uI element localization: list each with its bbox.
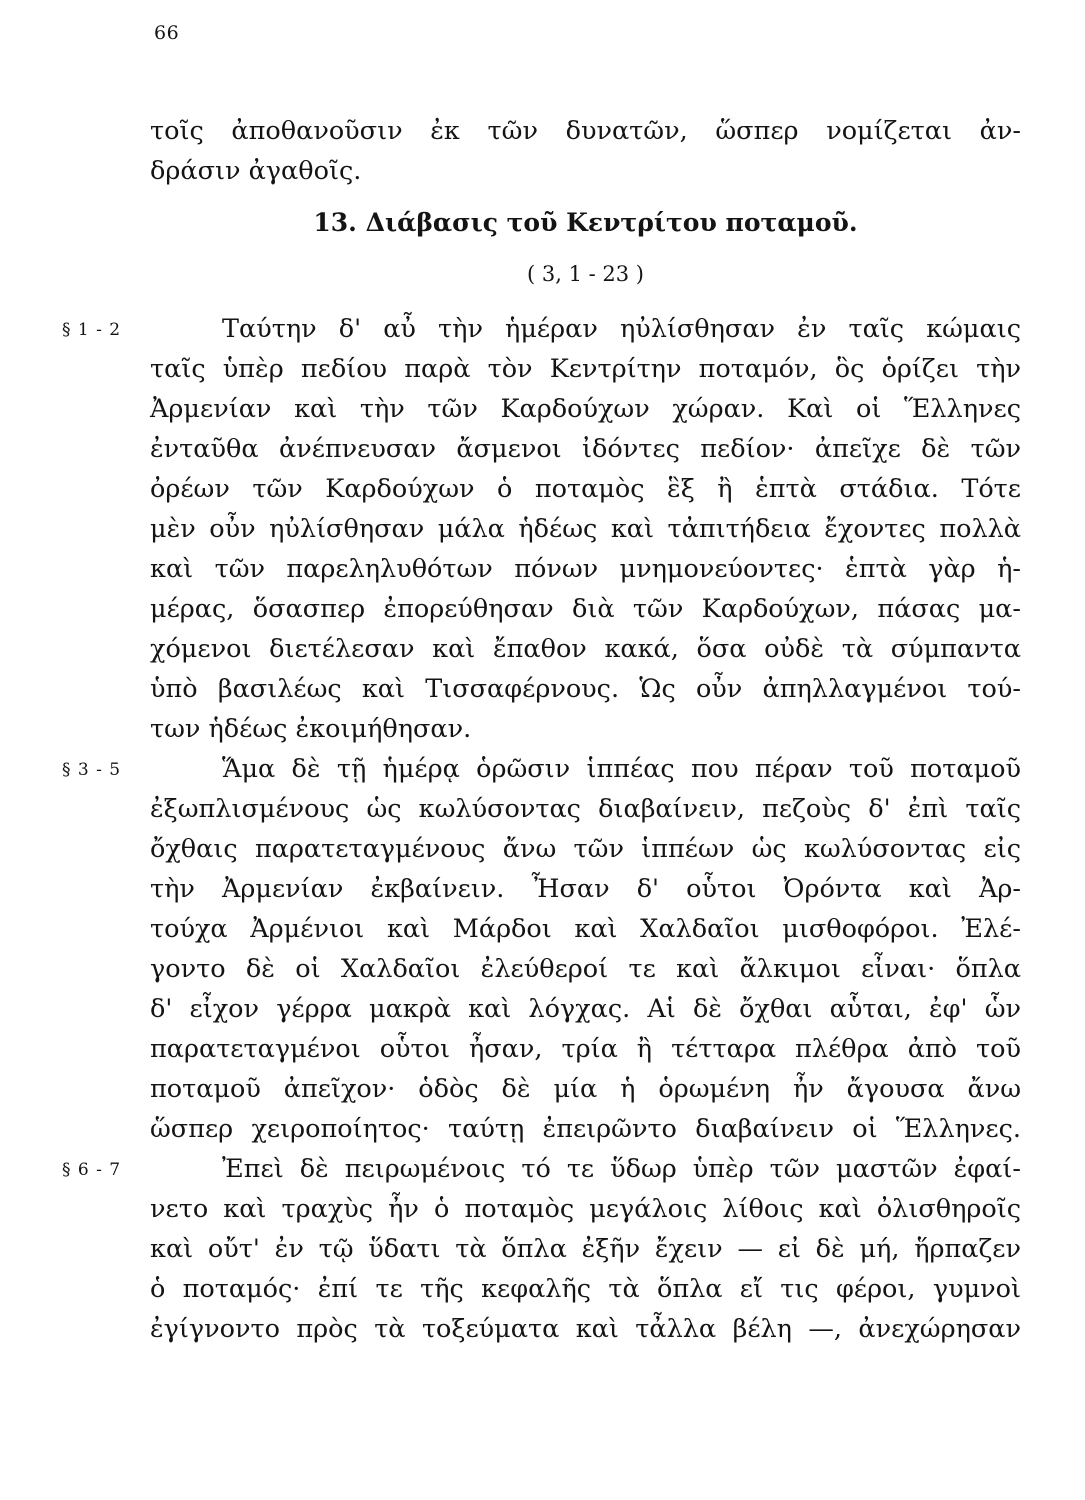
- page-number: 66: [154, 22, 180, 44]
- text-line-8: μὲν οὖν ηὐλίσθησαν μάλα ἡδέως καὶ τἀπιτήδεια ἔχοντες πολλὰ: [150, 514, 1021, 544]
- section-mark-6-7: § 6 - 7: [62, 1160, 122, 1180]
- text-line-11: χόμενοι διετέλεσαν καὶ ἔπαθον κακά, ὅσα οὐδὲ τὰ σύμπαντα: [150, 634, 1021, 664]
- text-line-20: δ' εἶχον γέρρα μακρὰ καὶ λόγχας. Αἱ δὲ ὄχθαι αὗται, ἐφ' ὧν: [150, 994, 1021, 1024]
- text-line-17: τὴν Ἀρμενίαν ἐκβαίνειν. Ἦσαν δ' οὗτοι Ὀρόντα καὶ Ἀρ-: [150, 874, 1021, 904]
- text-line-23: ὥσπερ χειροποίητος· ταύτῃ ἐπειρῶντο διαβαίνειν οἱ Ἕλληνες.: [150, 1114, 1021, 1144]
- text-line-27: ὁ ποταμός· ἐπί τε τῆς κεφαλῆς τὰ ὅπλα εἴ τις φέροι, γυμνοὶ: [150, 1274, 1021, 1304]
- text-line-3: Ταύτην δ' αὖ τὴν ἡμέραν ηὐλίσθησαν ἐν ταῖς κώμαις: [222, 314, 1021, 344]
- text-line-15: ἐξωπλισμένους ὡς κωλύσοντας διαβαίνειν, πεζοὺς δ' ἐπὶ ταῖς: [150, 794, 1021, 824]
- text-line-9: καὶ τῶν παρεληλυθότων πόνων μνημονεύοντες· ἑπτὰ γὰρ ἡ-: [150, 554, 1021, 584]
- text-line-16: ὄχθαις παρατεταγμένους ἄνω τῶν ἱππέων ὡς κωλύσοντας εἰς: [150, 834, 1021, 864]
- text-line-22: ποταμοῦ ἀπεῖχον· ὁδὸς δὲ μία ἡ ὁρωμένη ἦν ἄγουσα ἄνω: [150, 1074, 1021, 1104]
- text-line-18: τούχα Ἀρμένιοι καὶ Μάρδοι καὶ Χαλδαῖοι μισθοφόροι. Ἐλέ-: [150, 914, 1021, 944]
- text-line-21: παρατεταγμένοι οὗτοι ἦσαν, τρία ἢ τέτταρα πλέθρα ἀπὸ τοῦ: [150, 1034, 1021, 1064]
- section-mark-3-5: § 3 - 5: [62, 760, 122, 780]
- chapter-heading: 13. Διάβασις τοῦ Κεντρίτου ποταμοῦ.: [313, 208, 858, 237]
- text-line-28: ἐγίγνοντο πρὸς τὰ τοξεύματα καὶ τἆλλα βέλη —, ἀνεχώρησαν: [150, 1314, 1021, 1344]
- text-line-19: γοντο δὲ οἱ Χαλδαῖοι ἐλεύθεροί τε καὶ ἄλκιμοι εἶναι· ὅπλα: [150, 954, 1021, 984]
- text-line-14: Ἅμα δὲ τῇ ἡμέρᾳ ὁρῶσιν ἱππέας που πέραν τοῦ ποταμοῦ: [222, 754, 1021, 784]
- text-line-26: καὶ οὔτ' ἐν τῷ ὕδατι τὰ ὅπλα ἐξῆν ἔχειν — εἰ δὲ μή, ἥρπαζεν: [150, 1234, 1021, 1264]
- text-line-2: δράσιν ἀγαθοῖς.: [150, 156, 362, 186]
- text-line-5: Ἀρμενίαν καὶ τὴν τῶν Καρδούχων χώραν. Καὶ οἱ Ἕλληνες: [150, 394, 1021, 424]
- chapter-reference: ( 3, 1 - 23 ): [527, 262, 644, 286]
- section-mark-1-2: § 1 - 2: [62, 320, 122, 340]
- text-line-25: νετο καὶ τραχὺς ἦν ὁ ποταμὸς μεγάλοις λίθοις καὶ ὀλισθηροῖς: [150, 1194, 1021, 1224]
- text-line-1: τοῖς ἀποθανοῦσιν ἐκ τῶν δυνατῶν, ὥσπερ νομίζεται ἀν-: [150, 116, 1021, 146]
- text-line-6: ἐνταῦθα ἀνέπνευσαν ἄσμενοι ἰδόντες πεδίον· ἀπεῖχε δὲ τῶν: [150, 434, 1021, 464]
- text-line-4: ταῖς ὑπὲρ πεδίου παρὰ τὸν Κεντρίτην ποταμόν, ὃς ὁρίζει τὴν: [150, 354, 1021, 384]
- text-line-7: ὀρέων τῶν Καρδούχων ὁ ποταμὸς ἓξ ἢ ἑπτὰ στάδια. Τότε: [150, 474, 1021, 504]
- text-line-10: μέρας, ὅσασπερ ἐπορεύθησαν διὰ τῶν Καρδούχων, πάσας μα-: [150, 594, 1021, 624]
- text-line-12: ὑπὸ βασιλέως καὶ Τισσαφέρνους. Ὡς οὖν ἀπηλλαγμένοι τού-: [150, 674, 1021, 704]
- text-line-13: των ἡδέως ἐκοιμήθησαν.: [150, 714, 472, 744]
- text-line-24: Ἐπεὶ δὲ πειρωμένοις τό τε ὕδωρ ὑπὲρ τῶν μαστῶν ἐφαί-: [222, 1154, 1021, 1184]
